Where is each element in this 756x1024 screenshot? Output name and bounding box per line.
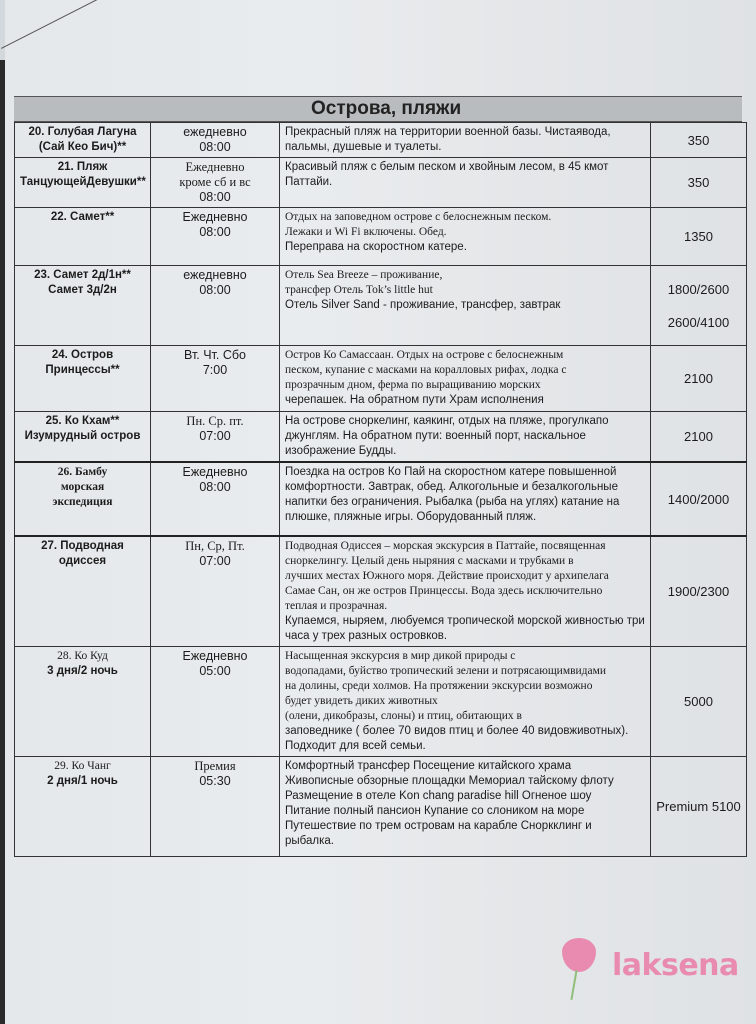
description-line: Отель Silver Sand - проживание, трансфер, завтрак xyxy=(285,299,561,311)
description-line: Живописные обзорные площадки Мемориал тайскому флоту xyxy=(285,775,614,787)
schedule-cell xyxy=(151,346,280,412)
excursion-name-line: одиссея xyxy=(58,555,107,567)
description-cell xyxy=(280,757,651,857)
excursion-name-line: 20. Голубая Лагуна xyxy=(28,126,137,138)
description-line: Подходит для всей семьи. xyxy=(285,740,426,752)
schedule-line: Пн. Ср. пт. xyxy=(186,414,244,428)
price-cell xyxy=(651,536,747,647)
price-cell xyxy=(651,412,747,463)
excursion-name-line: 25. Ко Кхам** xyxy=(45,415,120,427)
schedule-cell xyxy=(151,208,280,266)
description-line: пальмы, душевые и туалеты. xyxy=(285,141,442,153)
description-line: песком, купание с масками на коралловых рифах, лодка с xyxy=(285,364,567,376)
price-cell xyxy=(651,647,747,757)
schedule-line: 08:00 xyxy=(199,480,231,494)
description-line: Поездка на остров Ко Пай на скоростном катере повышенной xyxy=(285,466,617,478)
schedule-line: 07:00 xyxy=(199,429,231,443)
table-row xyxy=(15,266,747,346)
description-line: заповеднике ( более 70 видов птиц и более 40 видовживотных). xyxy=(285,725,629,737)
description-cell xyxy=(280,158,651,208)
excursion-name-cell xyxy=(15,158,151,208)
description-line: Остров Ко Самассаан. Отдых на острове с белоснежным xyxy=(285,349,564,361)
price-line: 2100 xyxy=(684,429,713,444)
description-line: Насыщенная экскурсия в мир дикой природы с xyxy=(285,650,516,662)
price-line: 1800/2600 xyxy=(667,281,730,297)
table-row xyxy=(15,462,747,536)
description-line: Путешествие по трем островам на карабле Сноркклинг и xyxy=(285,820,592,832)
price-line: 2100 xyxy=(684,371,713,386)
description-line: сноркелингу. Целый день ныряния с масками и трубками в xyxy=(285,555,574,567)
excursion-name-cell xyxy=(15,123,151,158)
excursion-name-line: Самет 3д/2н xyxy=(48,284,117,296)
description-line: На острове сноркелинг, каякинг, отдых на пляже, прогулкапо xyxy=(285,415,609,427)
excursion-name-line: 23. Самет 2д/1н** xyxy=(34,269,131,281)
description-line: плюшке, пляжные игры. Оборудованный пляж. xyxy=(285,511,537,523)
section-header xyxy=(14,96,742,122)
section-title: Острова, пляжи xyxy=(311,98,462,119)
description-line: Питание полный пансион Купание со слоником на море xyxy=(285,805,585,817)
excursion-name-cell xyxy=(15,346,151,412)
description-line: рыбалка. xyxy=(285,835,334,847)
excursion-name-line: 22. Самет** xyxy=(50,211,115,223)
schedule-line: Пн, Ср, Пт. xyxy=(185,539,245,553)
excursions-table xyxy=(14,122,747,857)
price-line: 1350 xyxy=(684,229,713,244)
description-line: комфортности. Завтрак, обед. Алкогольные и безалкогольные xyxy=(285,481,618,493)
excursion-name-line: морская xyxy=(60,481,105,493)
schedule-line: кроме сб и вс xyxy=(179,175,251,189)
excursion-name-cell xyxy=(15,266,151,346)
description-line: Отель Sea Breeze – проживание, xyxy=(285,269,443,281)
schedule-line: Ежедневно xyxy=(182,210,248,224)
description-line: (олени, дикобразы, слоны) и птиц, обитающих в xyxy=(285,710,522,722)
excursion-name-cell xyxy=(15,208,151,266)
table-row xyxy=(15,412,747,463)
schedule-cell xyxy=(151,266,280,346)
excursion-name-cell xyxy=(15,647,151,757)
excursion-name-line: 3 дня/2 ночь xyxy=(47,665,118,677)
schedule-line: 07:00 xyxy=(199,554,231,568)
excursion-name-line: 2 дня/1 ночь xyxy=(47,775,118,787)
description-line: лучших местах Южного моря. Действие происходит у архипелага xyxy=(285,570,609,582)
description-line: Красивый пляж с белым песком и хвойным лесом, в 45 кмот xyxy=(285,161,609,173)
price-line: Premium 5100 xyxy=(656,799,741,814)
excursion-name-cell xyxy=(15,462,151,536)
schedule-cell xyxy=(151,757,280,857)
price-cell xyxy=(651,208,747,266)
price-line: 1400/2000 xyxy=(667,491,730,507)
description-cell xyxy=(280,123,651,158)
price-cell xyxy=(651,266,747,346)
description-line: Комфортный трансфер Посещение китайского храма xyxy=(285,760,572,772)
schedule-line: ежедневно xyxy=(183,268,247,282)
description-cell xyxy=(280,647,651,757)
schedule-line: ежедневно xyxy=(183,125,247,139)
tulip-icon xyxy=(562,938,596,972)
description-line: Паттайи. xyxy=(285,176,333,188)
description-line: Лежаки и Wi Fi включены. Обед. xyxy=(285,226,447,238)
description-line: Прекрасный пляж на территории военной базы. Чистаявода, xyxy=(285,126,611,138)
description-cell xyxy=(280,346,651,412)
table-row xyxy=(15,757,747,857)
excursion-name-cell xyxy=(15,757,151,857)
description-line: часа у трех разных островков. xyxy=(285,630,448,642)
description-cell xyxy=(280,208,651,266)
schedule-cell xyxy=(151,412,280,463)
schedule-line: 08:00 xyxy=(199,140,231,154)
description-line: водопадами, буйство тропический зелени и потрясающимвидами xyxy=(285,665,607,677)
schedule-cell xyxy=(151,462,280,536)
price-line: 350 xyxy=(687,132,710,148)
schedule-line: 08:00 xyxy=(199,225,231,239)
schedule-line: 7:00 xyxy=(202,363,228,377)
description-line: изображение Будды. xyxy=(285,445,397,457)
excursion-name-line: 26. Бамбу xyxy=(57,466,108,478)
excursion-price-list xyxy=(14,96,742,857)
excursion-name-line: Принцессы** xyxy=(45,364,120,376)
price-cell xyxy=(651,158,747,208)
schedule-line: 05:00 xyxy=(199,664,231,678)
description-line: будет увидеть диких животных xyxy=(285,695,438,707)
table-row xyxy=(15,208,747,266)
description-line: Подводная Одиссея – морская экскурсия в Паттайе, посвященная xyxy=(285,540,606,552)
excursion-name-cell xyxy=(15,412,151,463)
excursion-name-line: 29. Ко Чанг xyxy=(54,760,111,772)
description-line: джунглям. На обратном пути: военный порт, наскальное xyxy=(285,430,586,442)
excursion-name-line: Изумрудный остров xyxy=(24,430,141,442)
excursion-name-cell xyxy=(15,536,151,647)
schedule-line: Вт. Чт. Сбо xyxy=(184,348,246,362)
table-row xyxy=(15,123,747,158)
excursion-name-line: экспедиция xyxy=(52,496,113,508)
description-line: напитки без ограничения. Рыбалка (рыба на углях) катание на xyxy=(285,496,620,508)
excursion-name-line: 24. Остров xyxy=(51,349,114,361)
excursion-name-line: 27. Подводная xyxy=(41,540,124,552)
price-line: 5000 xyxy=(684,694,713,709)
table-row xyxy=(15,158,747,208)
excursion-name-line: 28. Ко Куд xyxy=(57,650,108,662)
fold-line xyxy=(1,0,117,49)
excursion-name-line: ТанцующейДевушки** xyxy=(20,176,146,188)
description-cell xyxy=(280,536,651,647)
description-line: Купаемся, ныряем, любуемся тропической морской живностью три xyxy=(285,615,645,627)
description-line: Переправа на скоростном катере. xyxy=(285,241,467,253)
description-line: Размещение в отеле Kon chang paradise hill Огненое шоу xyxy=(285,790,592,802)
schedule-line: Ежедневно xyxy=(182,465,248,479)
schedule-cell xyxy=(151,158,280,208)
description-line: Самае Сан, он же остров Принцессы. Вода здесь исключительно xyxy=(285,585,603,597)
description-line: теплая и прозрачная. xyxy=(285,600,388,612)
description-cell xyxy=(280,412,651,463)
schedule-line: 08:00 xyxy=(199,283,231,297)
laksena-logo xyxy=(560,938,740,998)
price-line: 1900/2300 xyxy=(667,584,730,599)
schedule-line: Ежедневно xyxy=(182,649,248,663)
price-cell xyxy=(651,346,747,412)
description-line: трансфер Отель Tok’s little hut xyxy=(285,284,433,296)
description-line: черепашек. На обратном пути Храм исполнения xyxy=(285,394,544,406)
excursion-name-line: (Сай Кео Бич)** xyxy=(38,141,127,153)
schedule-cell xyxy=(151,647,280,757)
description-cell xyxy=(280,266,651,346)
description-line: прозрачным дном, ферма по выращиванию морских xyxy=(285,379,541,391)
schedule-cell xyxy=(151,123,280,158)
price-cell xyxy=(651,123,747,158)
table-row xyxy=(15,346,747,412)
description-cell xyxy=(280,462,651,536)
price-cell xyxy=(651,757,747,857)
description-line: на долины, среди холмов. На протяжении экскурсии возможно xyxy=(285,680,593,692)
description-line: Отдых на заповедном острове с белоснежным песком. xyxy=(285,211,552,223)
schedule-line: 05:30 xyxy=(199,774,231,788)
table-row xyxy=(15,536,747,647)
tulip-stem-icon xyxy=(570,970,577,1000)
schedule-line: Премия xyxy=(194,759,236,773)
schedule-line: 08:00 xyxy=(199,190,231,204)
price-cell xyxy=(651,462,747,536)
price-line: 2600/4100 xyxy=(667,314,730,330)
schedule-cell xyxy=(151,536,280,647)
table-row xyxy=(15,647,747,757)
excursion-name-line: 21. Пляж xyxy=(57,161,108,173)
price-line: 350 xyxy=(687,175,710,190)
logo-text: laksena xyxy=(612,948,739,983)
schedule-line: Ежедневно xyxy=(185,160,245,174)
